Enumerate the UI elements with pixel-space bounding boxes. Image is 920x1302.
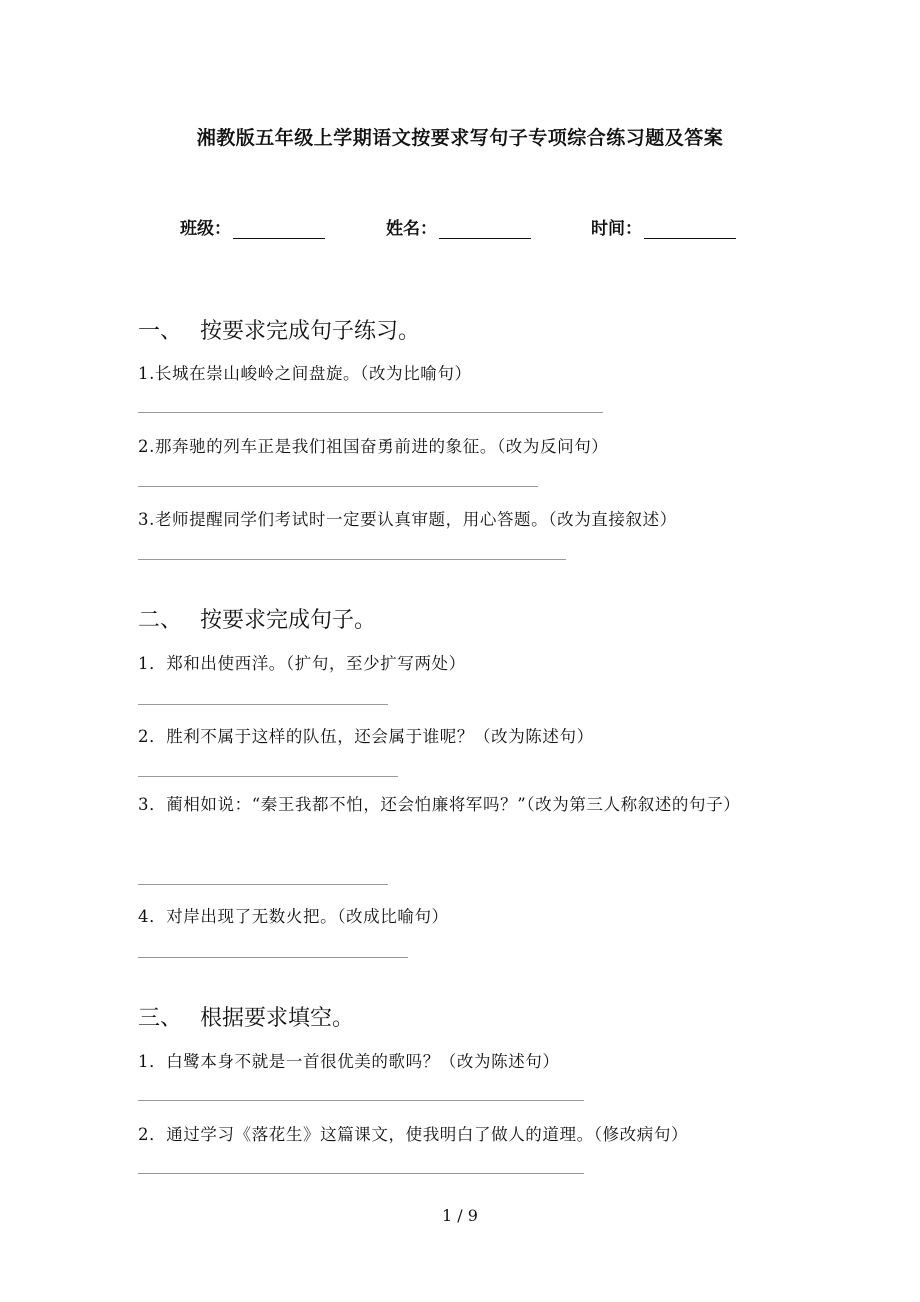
time-field: [591, 214, 736, 239]
time-label: 时间：: [591, 219, 642, 239]
question: 1．白鹭本身不就是一首很优美的歌吗？（改为陈述句）: [138, 1052, 560, 1071]
question: 2．胜利不属于这样的队伍，还会属于谁呢？（改为陈述句）: [138, 727, 594, 746]
section-heading: [138, 603, 376, 634]
answer-line[interactable]: [138, 884, 388, 885]
name-label: 姓名：: [386, 219, 437, 239]
time-blank[interactable]: [644, 220, 736, 239]
answer-line[interactable]: [138, 1173, 584, 1174]
answer-line[interactable]: [138, 776, 398, 777]
answer-line[interactable]: [138, 486, 538, 487]
question: 1.长城在崇山峻岭之间盘旋。（改为比喻句）: [138, 364, 472, 383]
question: 3.老师提醒同学们考试时一定要认真审题，用心答题。（改为直接叙述）: [138, 510, 677, 529]
name-blank[interactable]: [439, 220, 531, 239]
name-field: [386, 214, 531, 239]
section-number: 一、: [138, 319, 183, 344]
question: 1．郑和出使西洋。（扩句，至少扩写两处）: [138, 654, 466, 673]
answer-line[interactable]: [138, 1100, 584, 1101]
class-blank[interactable]: [233, 220, 325, 239]
section-number: 三、: [138, 1006, 183, 1031]
answer-line[interactable]: [138, 704, 388, 705]
section-heading: [138, 1001, 354, 1032]
section-title: 按要求完成句子练习。: [200, 319, 421, 344]
question: 2.那奔驰的列车正是我们祖国奋勇前进的象征。（改为反问句）: [138, 437, 609, 456]
class-field: [180, 214, 325, 239]
answer-line[interactable]: [138, 412, 603, 413]
document-title: 湘教版五年级上学期语文按要求写句子专项综合练习题及答案: [196, 127, 724, 149]
section-title: 按要求完成句子。: [200, 608, 377, 633]
question: 2．通过学习《落花生》这篇课文，使我明白了做人的道理。（修改病句）: [138, 1125, 689, 1144]
question: 4．对岸出现了无数火把。（改成比喻句）: [138, 907, 449, 926]
section-number: 二、: [138, 608, 183, 633]
section-title: 根据要求填空。: [200, 1006, 355, 1031]
answer-line[interactable]: [138, 559, 566, 560]
question: 3．蔺相如说：“秦王我都不怕，还会怕廉将军吗？”（改为第三人称叙述的句子）: [138, 795, 741, 814]
page-number: 1 / 9: [442, 1206, 478, 1225]
answer-line[interactable]: [138, 957, 408, 958]
class-label: 班级：: [180, 219, 231, 239]
section-heading: [138, 314, 420, 345]
